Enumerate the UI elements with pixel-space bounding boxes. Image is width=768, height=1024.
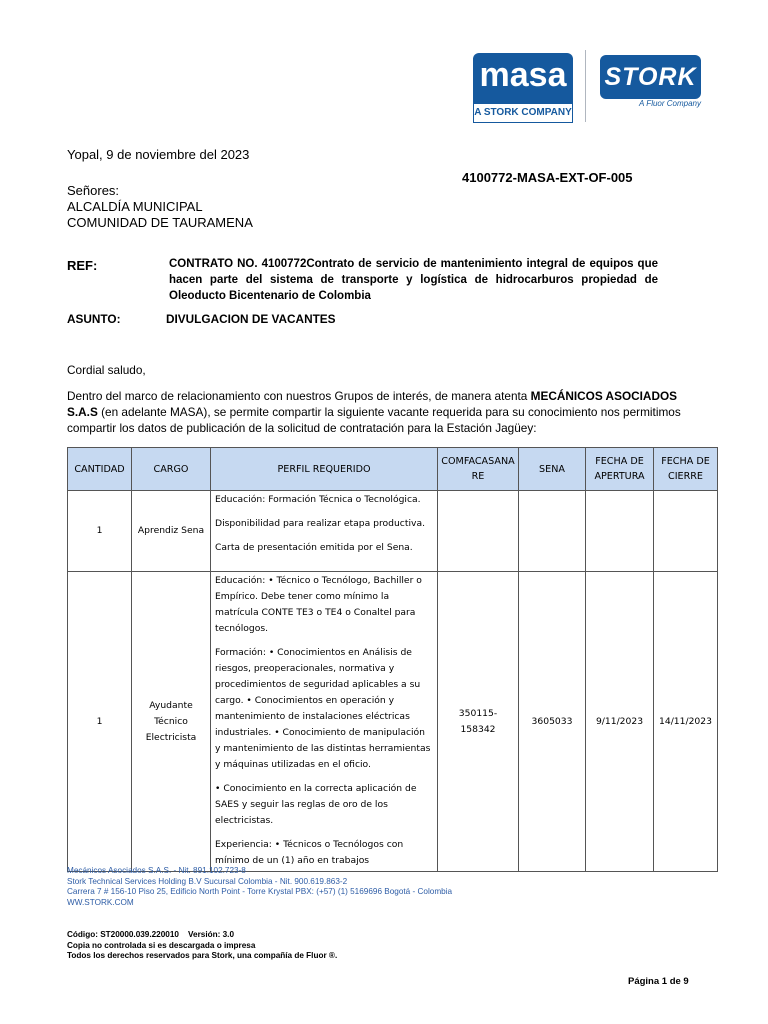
header-cantidad: CANTIDAD	[68, 448, 132, 491]
intro-text-start: Dentro del marco de relacionamiento con nuestros Grupos de interés, de manera atenta	[67, 389, 531, 403]
greeting: Cordial saludo,	[67, 363, 146, 377]
footer-company-info	[67, 866, 452, 908]
header-perfil: PERFIL REQUERIDO	[211, 448, 438, 491]
stork-logo	[600, 55, 701, 99]
cell-cargo: Aprendiz Sena	[132, 491, 211, 572]
cell-sena: 3605033	[519, 572, 586, 872]
cell-fecha-cierre	[654, 491, 718, 572]
fluor-tagline: A Fluor Company	[639, 99, 701, 108]
addressee-community: COMUNIDAD DE TAURAMENA	[67, 215, 253, 230]
table-header-row	[68, 448, 718, 491]
footer-code-line: Código: ST20000.039.220010 Versión: 3.0	[67, 930, 235, 939]
header-sena: SENA	[519, 448, 586, 491]
masa-logo-tagline-strip	[473, 103, 573, 123]
masa-logo-word: masa	[479, 56, 567, 94]
footer-company-line: Mecánicos Asociados S.A.S. - Nit. 891.102.723-8	[67, 866, 246, 875]
addressee-block	[67, 183, 253, 231]
ref-text: CONTRATO NO. 4100772Contrato de servicio de mantenimiento integral de equipos que hacen parte del sistema de transporte y logística de hidrocarburos propiedad de Oleoducto Bicentenario de Colombia	[169, 258, 658, 302]
footer-copy-line: Copia no controlada si es descargada o impresa	[67, 940, 256, 950]
footer-rights-line: Todos los derechos reservados para Stork, una compañía de Fluor ®.	[67, 951, 338, 960]
footer-document-control	[67, 930, 337, 962]
perfil-line: Educación: • Técnico o Tecnólogo, Bachiller o Empírico. Debe tener como mínimo la matrícula CONTE TE3 o TE4 o Conaltel para tecnólogos.	[215, 575, 422, 634]
asunto-text: DIVULGACION DE VACANTES	[166, 312, 336, 326]
document-code: 4100772-MASA-EXT-OF-005	[462, 170, 633, 185]
footer-holding-line: Stork Technical Services Holding B.V Sucursal Colombia - Nit. 900.619.863-2	[67, 876, 348, 886]
cell-perfil	[211, 491, 438, 572]
intro-company-name: MECÁNICOS ASOCIADOS S.A.S	[67, 389, 678, 419]
vacancies-table	[67, 447, 718, 872]
perfil-line: Experiencia: • Técnicos o Tecnólogos con mínimo de un (1) año en trabajos	[215, 839, 404, 866]
cell-cantidad: 1	[68, 572, 132, 872]
ref-label: REF:	[67, 258, 98, 273]
cell-comfacasanare: 350115-158342	[438, 572, 519, 872]
logo-divider	[585, 50, 586, 122]
cell-cantidad: 1	[68, 491, 132, 572]
addressee-entity: ALCALDÍA MUNICIPAL	[67, 199, 203, 214]
stork-logo-word: STORK	[604, 63, 697, 91]
perfil-line: Educación: Formación Técnica o Tecnológica.	[215, 494, 421, 505]
cell-perfil	[211, 572, 438, 872]
intro-paragraph	[67, 388, 693, 436]
cell-cargo: Ayudante Técnico Electricista	[132, 572, 211, 872]
addressee-salutation: Señores:	[67, 183, 120, 198]
place-date: Yopal, 9 de noviembre del 2023	[67, 147, 250, 162]
header-comfacasanare: COMFACASANA RE	[438, 448, 519, 491]
footer-web-link[interactable]: WW.STORK.COM	[67, 897, 134, 907]
cell-sena	[519, 491, 586, 572]
table-row	[68, 491, 718, 572]
cell-comfacasanare	[438, 491, 519, 572]
cell-fecha-apertura: 9/11/2023	[586, 572, 654, 872]
page-number: Página 1 de 9	[628, 976, 689, 987]
perfil-line: Formación: • Conocimientos en Análisis de riesgos, preoperacionales, normativa y procedimientos de seguridad aplicables a su cargo. • Conocimientos en operación y mantenimiento de instalaciones eléctricas industriales. • Conocimiento de manipulación y mantenimiento de las distintas herramientas y máquinas utilizadas en el oficio.	[215, 647, 431, 770]
header-fecha-cierre: FECHA DE CIERRE	[654, 448, 718, 491]
cell-fecha-cierre: 14/11/2023	[654, 572, 718, 872]
header-fecha-apertura: FECHA DE APERTURA	[586, 448, 654, 491]
footer-address-line: Carrera 7 # 156-10 Piso 25, Edificio North Point - Torre Krystal PBX: (+57) (1) 5169696 Bogotá - Colombia	[67, 887, 453, 896]
masa-logo-tagline: A STORK COMPANY	[474, 107, 572, 118]
perfil-line: • Conocimiento en la correcta aplicación de SAES y seguir las reglas de oro de los electricistas.	[215, 783, 417, 826]
intro-text-end: (en adelante MASA), se permite compartir la siguiente vacante requerida para su conocimiento nos permitimos compartir los datos de publicación de la solicitud de contratación para la Estación Jagüey:	[67, 405, 681, 435]
perfil-line: Disponibilidad para realizar etapa productiva.	[215, 518, 425, 529]
asunto-label: ASUNTO:	[67, 312, 121, 326]
cell-fecha-apertura	[586, 491, 654, 572]
perfil-line: Carta de presentación emitida por el Sena.	[215, 542, 413, 553]
header-cargo: CARGO	[132, 448, 211, 491]
table-row	[68, 572, 718, 872]
